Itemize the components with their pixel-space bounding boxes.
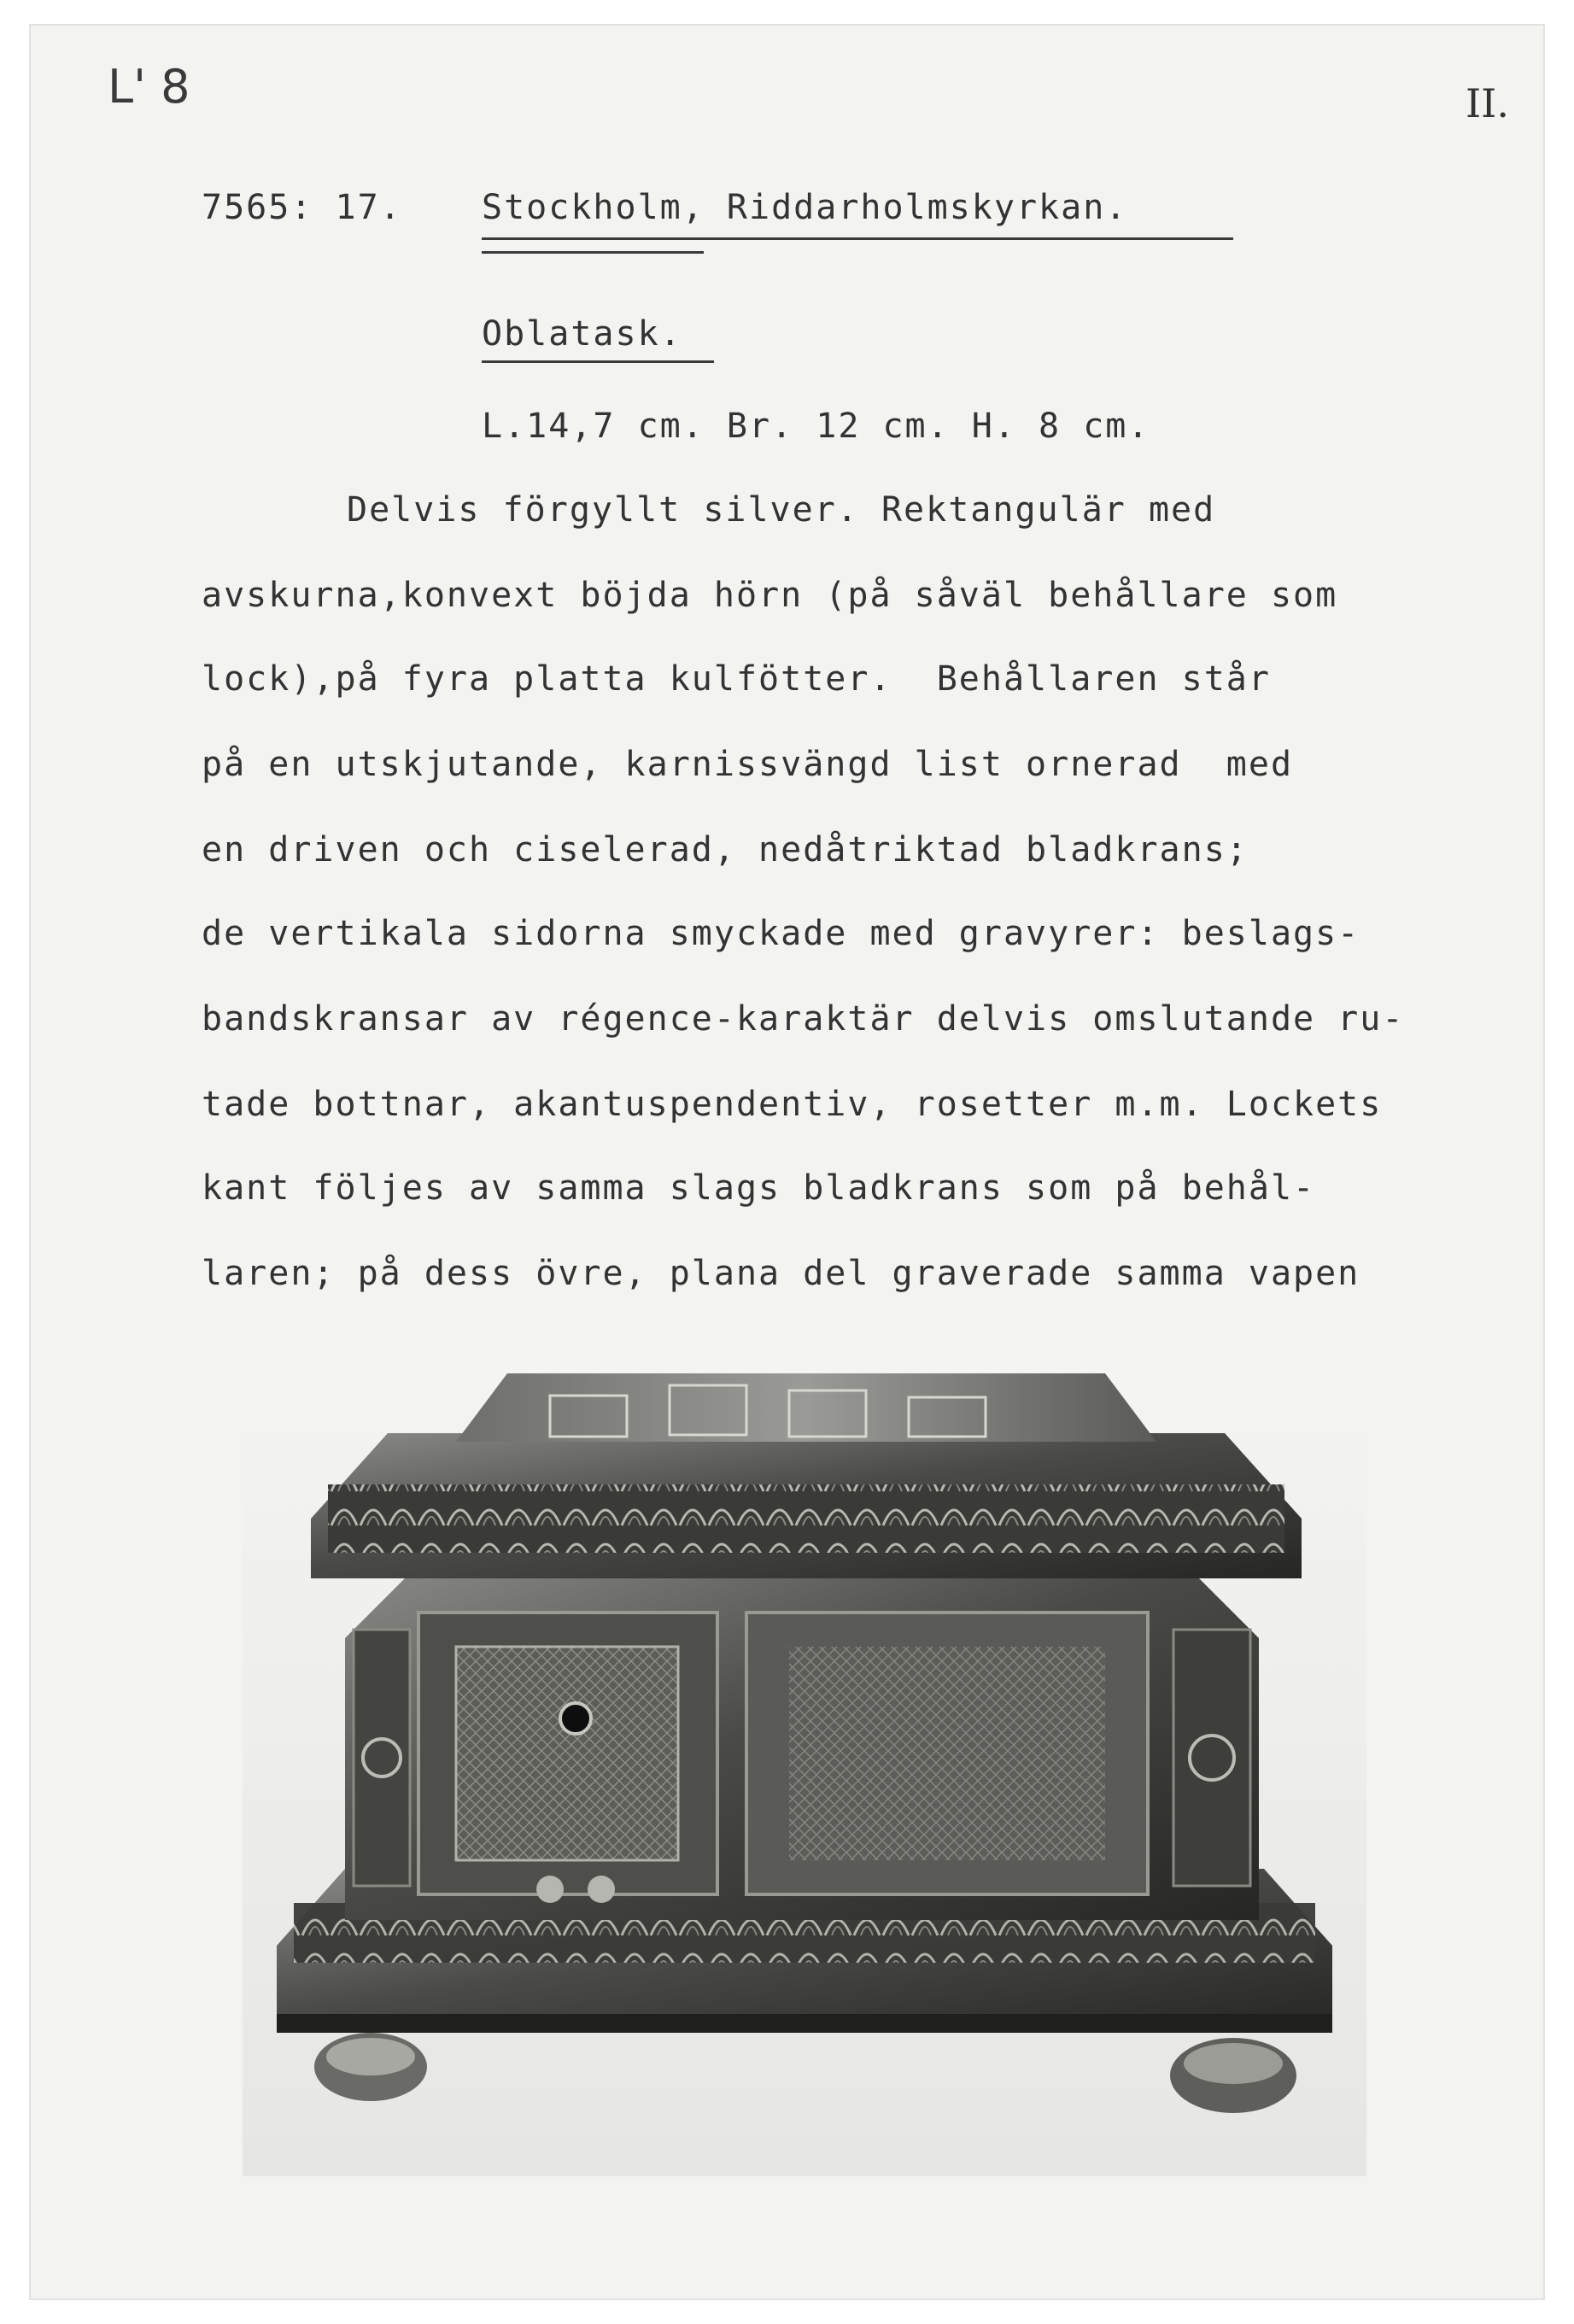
box-foot-right-highlight	[1184, 2043, 1283, 2084]
description-line: en driven och ciselerad, nedåtriktad bladkrans;	[202, 830, 1249, 869]
description-line: kant följes av samma slags bladkrans som på behål-	[202, 1168, 1316, 1208]
box-illustration	[243, 1356, 1366, 2176]
description-line: på en utskjutande, karnissvängd list ornerad med	[202, 745, 1294, 784]
location-underline	[482, 237, 1233, 240]
description-line: de vertikala sidorna smyckade med gravyrer: beslags-	[202, 914, 1360, 953]
title-underline	[482, 360, 714, 363]
knob-left	[536, 1876, 564, 1903]
catalog-number: 7565: 17.	[202, 188, 402, 227]
object-dimensions: L.14,7 cm. Br. 12 cm. H. 8 cm.	[482, 407, 1150, 446]
description-line: Delvis förgyllt silver. Rektangulär med	[347, 490, 1216, 530]
location-heading: Stockholm, Riddarholmskyrkan.	[482, 188, 1128, 227]
keyhole	[560, 1703, 591, 1734]
description-line: avskurna,konvext böjda hörn (på såväl behållare som	[202, 576, 1338, 615]
base-edge	[277, 2014, 1332, 2033]
lid-leaf-frieze	[328, 1484, 1284, 1553]
description-line: laren; på dess övre, plana del graverade samma vapen	[202, 1254, 1360, 1293]
front-panel-engraving	[456, 1647, 678, 1860]
corner-note-left: L' 8	[108, 60, 190, 114]
knob-right	[588, 1876, 615, 1903]
location-underline-short	[482, 251, 704, 254]
object-title: Oblatask.	[482, 314, 682, 354]
description-line: tade bottnar, akantuspendentiv, rosetter m.m. Lockets	[202, 1085, 1383, 1124]
corner-note-right: II.	[1466, 80, 1509, 126]
lid-top	[456, 1373, 1156, 1442]
description-line: bandskransar av régence-karaktär delvis omslutande ru-	[202, 999, 1405, 1039]
box-foot-left-highlight	[326, 2038, 415, 2075]
side-panel-front-engraving	[789, 1647, 1105, 1860]
description-line: lock),på fyra platta kulfötter. Behållaren står	[202, 659, 1271, 699]
silver-box-photo	[243, 1356, 1366, 2176]
side-panel-right	[1173, 1630, 1250, 1886]
